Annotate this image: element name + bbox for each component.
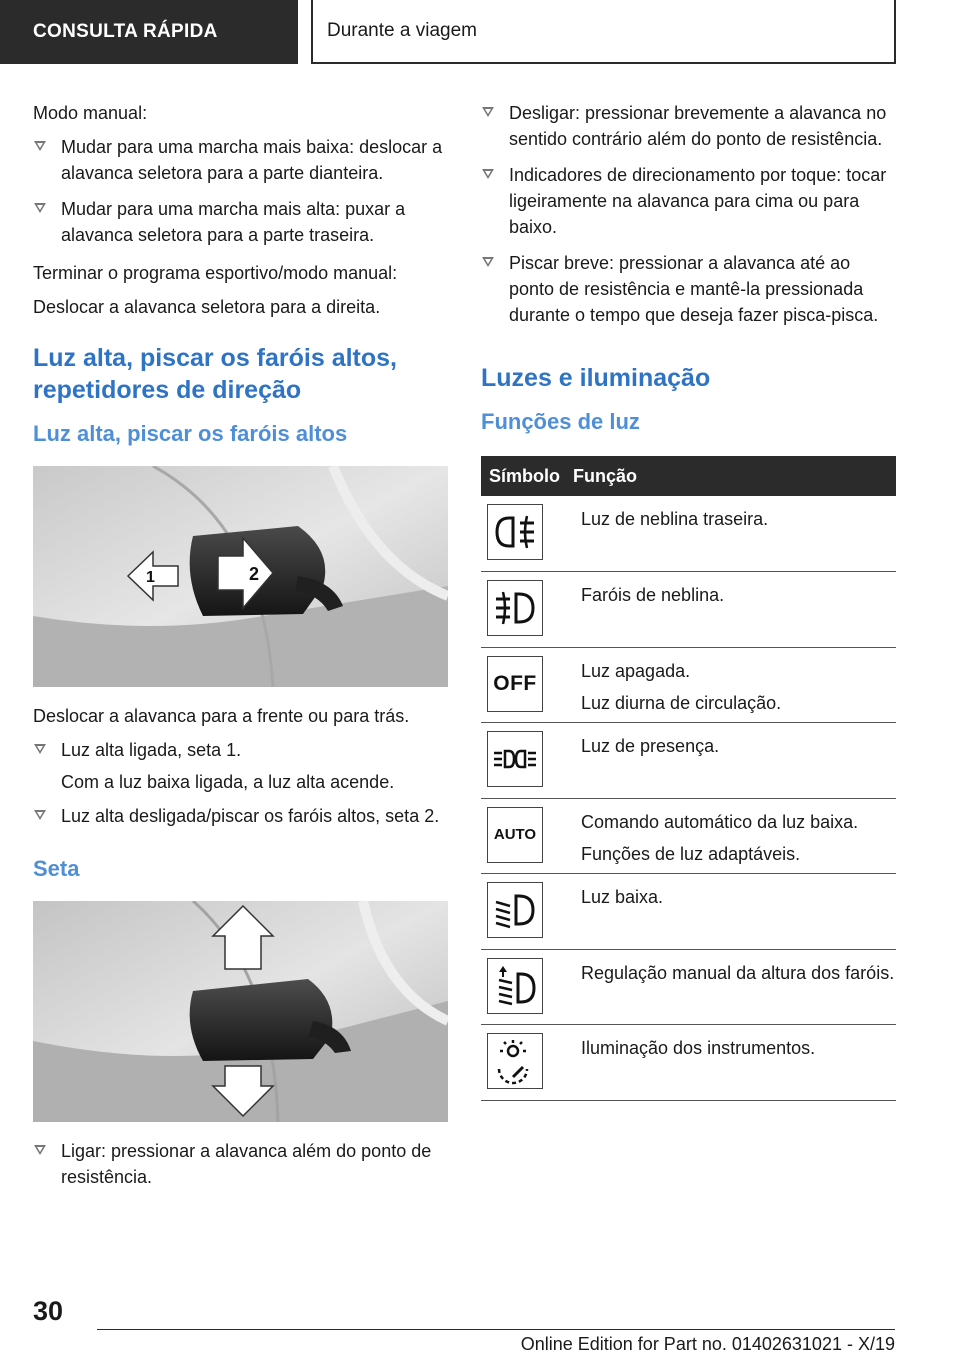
chapter-tab[interactable]: Durante a viagem xyxy=(311,0,896,64)
highbeam-instruction: Deslocar a alavanca para a frente ou para trás. xyxy=(33,706,410,726)
auto-icon: AUTO xyxy=(487,807,543,863)
end-program-text: Deslocar a alavanca seletora para a direita. xyxy=(33,297,381,317)
section-tab[interactable]: CONSULTA RÁPIDA xyxy=(0,0,298,64)
function-text: Luz de presença. xyxy=(581,736,720,756)
bullet-triangle-icon xyxy=(34,744,46,754)
list-item: Indicadores de direcionamento por toque: tocar ligeiramente na alavanca para cima ou para baixo. xyxy=(481,162,896,240)
function-text: Funções de luz adaptáveis. xyxy=(581,843,801,864)
column-header-function: Função xyxy=(573,456,896,496)
arrow-label-1: 1 xyxy=(146,569,155,586)
page-number: 30 xyxy=(33,1296,64,1326)
table-header-row xyxy=(481,456,896,496)
table-row xyxy=(481,647,896,723)
left-column xyxy=(33,100,448,1200)
list-item-note: Com a luz baixa ligada, a luz alta acende. xyxy=(61,772,395,792)
table-row xyxy=(481,572,896,648)
section-heading: Luz alta, piscar os faróis altos, repetidores de direção xyxy=(33,344,398,404)
list-item: Mudar para uma marcha mais baixa: deslocar a alavanca seletora para a parte dianteira. xyxy=(33,134,448,186)
arrow-label-2: 2 xyxy=(249,564,260,584)
list-item: Luz alta ligada, seta 1. xyxy=(33,737,448,763)
list-item: Desligar: pressionar brevemente a alavanca no sentido contrário além do ponto de resistência. xyxy=(481,100,896,152)
subsection-heading-light-functions: Funções de luz xyxy=(481,409,640,434)
bullet-triangle-icon xyxy=(482,257,494,267)
high-beam-lever-photo xyxy=(33,466,448,687)
table-row xyxy=(481,949,896,1025)
function-text: Regulação manual da altura dos faróis. xyxy=(581,962,895,983)
bullet-triangle-icon xyxy=(34,141,46,151)
function-text: Iluminação dos instrumentos. xyxy=(581,1038,816,1058)
bullet-triangle-icon xyxy=(34,810,46,820)
page-header xyxy=(0,0,960,66)
light-functions-table xyxy=(481,456,896,1101)
function-text: Comando automático da luz baixa. xyxy=(581,811,859,832)
bullet-triangle-icon xyxy=(482,107,494,117)
list-item: Ligar: pressionar a alavanca além do ponto de resistência. xyxy=(33,1138,448,1190)
right-column xyxy=(481,100,896,1101)
table-row xyxy=(481,874,896,950)
bullet-triangle-icon xyxy=(482,169,494,179)
function-text: Luz diurna de circulação. xyxy=(581,692,782,713)
column-header-symbol: Símbolo xyxy=(481,456,573,496)
rear-fog-light-icon xyxy=(487,504,543,560)
table-row xyxy=(481,798,896,874)
function-text: Luz apagada. xyxy=(581,660,691,681)
section-heading-lights: Luzes e iluminação xyxy=(481,364,711,392)
parking-light-icon xyxy=(487,731,543,787)
table-row xyxy=(481,723,896,799)
list-item: Mudar para uma marcha mais alta: puxar a alavanca seletora para a parte traseira. xyxy=(33,196,448,248)
function-text: Luz de neblina traseira. xyxy=(581,509,769,529)
table-row xyxy=(481,1025,896,1101)
low-beam-icon xyxy=(487,882,543,938)
turn-signal-lever-photo xyxy=(33,901,448,1122)
table-row xyxy=(481,496,896,572)
off-icon: OFF xyxy=(487,656,543,712)
front-fog-light-icon xyxy=(487,580,543,636)
headlight-range-icon xyxy=(487,958,543,1014)
function-text: Faróis de neblina. xyxy=(581,585,725,605)
end-program-label: Terminar o programa esportivo/modo manual: xyxy=(33,263,398,283)
bullet-triangle-icon xyxy=(34,1145,46,1155)
footer-edition: Online Edition for Part no. 01402631021 - X/19 xyxy=(97,1329,895,1355)
instrument-lighting-icon xyxy=(487,1033,543,1089)
list-item: Piscar breve: pressionar a alavanca até ao ponto de resistência e mantê-la pressionada durante o tempo que deseja fazer pisca-pisca. xyxy=(481,250,896,328)
list-item: Luz alta desligada/piscar os faróis altos, seta 2. xyxy=(33,803,448,829)
manual-mode-intro: Modo manual: xyxy=(33,103,148,123)
subsection-heading-turn: Seta xyxy=(33,856,80,881)
bullet-triangle-icon xyxy=(34,203,46,213)
function-text: Luz baixa. xyxy=(581,887,664,907)
subsection-heading-highbeam: Luz alta, piscar os faróis altos xyxy=(33,421,348,446)
